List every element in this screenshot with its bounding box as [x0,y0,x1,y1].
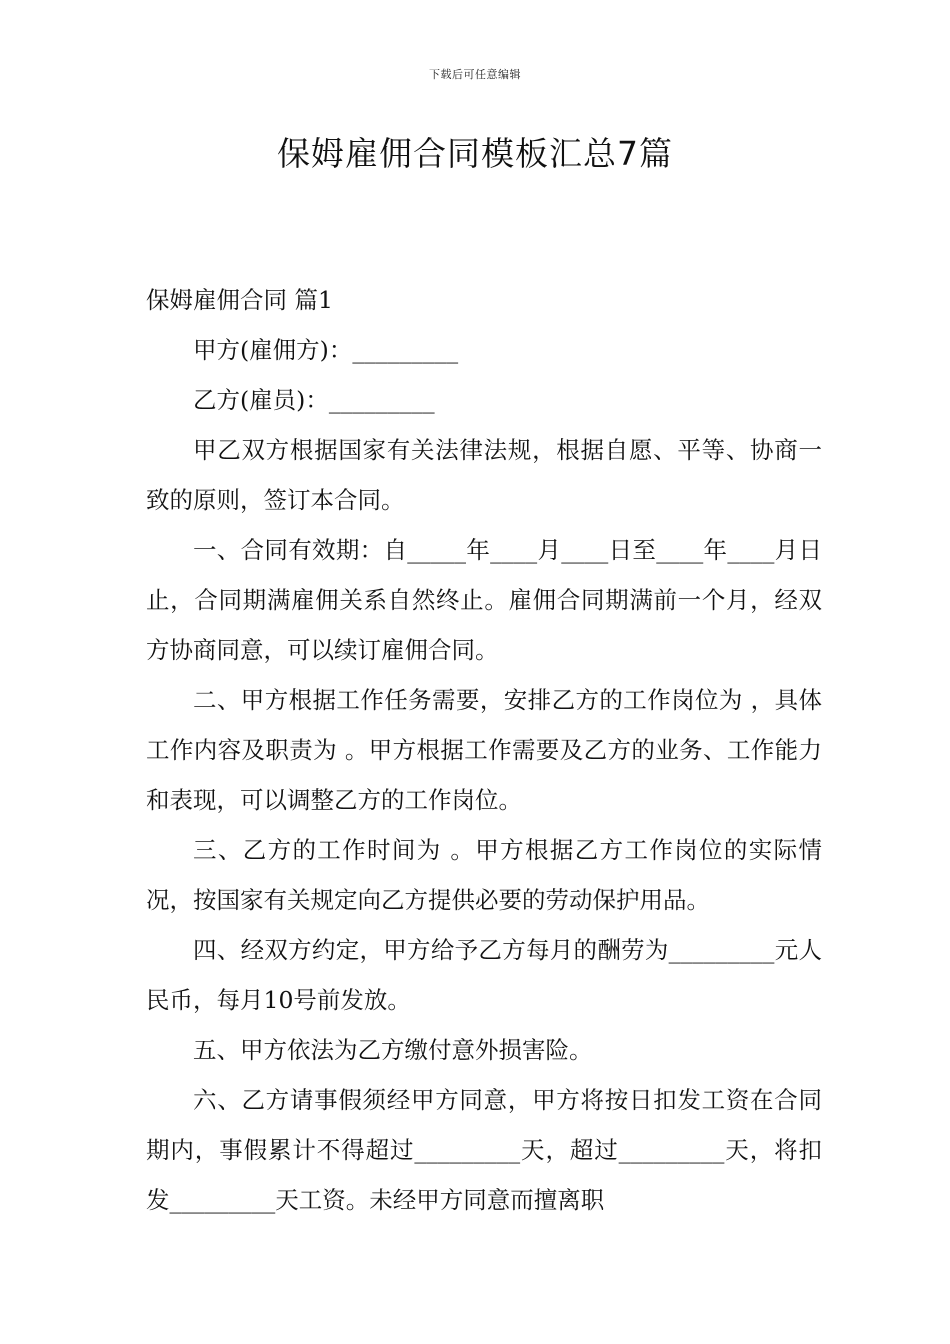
clause-3-paragraph: 三、乙方的工作时间为 。甲方根据乙方工作岗位的实际情况，按国家有关规定向乙方提供必要的劳动保护用品。 [146,836,822,914]
party-b-line: 乙方(雇员)：_________ [193,386,435,414]
document-body [146,275,822,1225]
clause-2-paragraph: 二、甲方根据工作任务需要，安排乙方的工作岗位为 ，具体工作内容及职责为 。甲方根据工作需要及乙方的业务、工作能力和表现，可以调整乙方的工作岗位。 [146,686,822,814]
document-title: 保姆雇佣合同模板汇总7篇 [277,134,673,173]
clause-5-paragraph: 五、甲方依法为乙方缴付意外损害险。 [193,1036,593,1064]
party-a-line: 甲方(雇佣方)：_________ [193,336,459,364]
intro-paragraph: 甲乙双方根据国家有关法律法规，根据自愿、平等、协商一致的原则，签订本合同。 [146,436,822,514]
section-heading: 保姆雇佣合同 篇1 [146,286,333,314]
clause-4-paragraph: 四、经双方约定，甲方给予乙方每月的酬劳为_________元人民币，每月10号前发放。 [146,936,822,1014]
header-note: 下载后可任意编辑 [429,68,521,81]
clause-6-paragraph: 六、乙方请事假须经甲方同意，甲方将按日扣发工资在合同期内，事假累计不得超过_________天，超过_________天，将扣发_________天工资。未经甲方同意而擅离职 [146,1086,822,1214]
clause-1-paragraph: 一、合同有效期：自_____年____月____日至____年____月日止，合同期满雇佣关系自然终止。雇佣合同期满前一个月，经双方协商同意，可以续订雇佣合同。 [146,536,822,664]
